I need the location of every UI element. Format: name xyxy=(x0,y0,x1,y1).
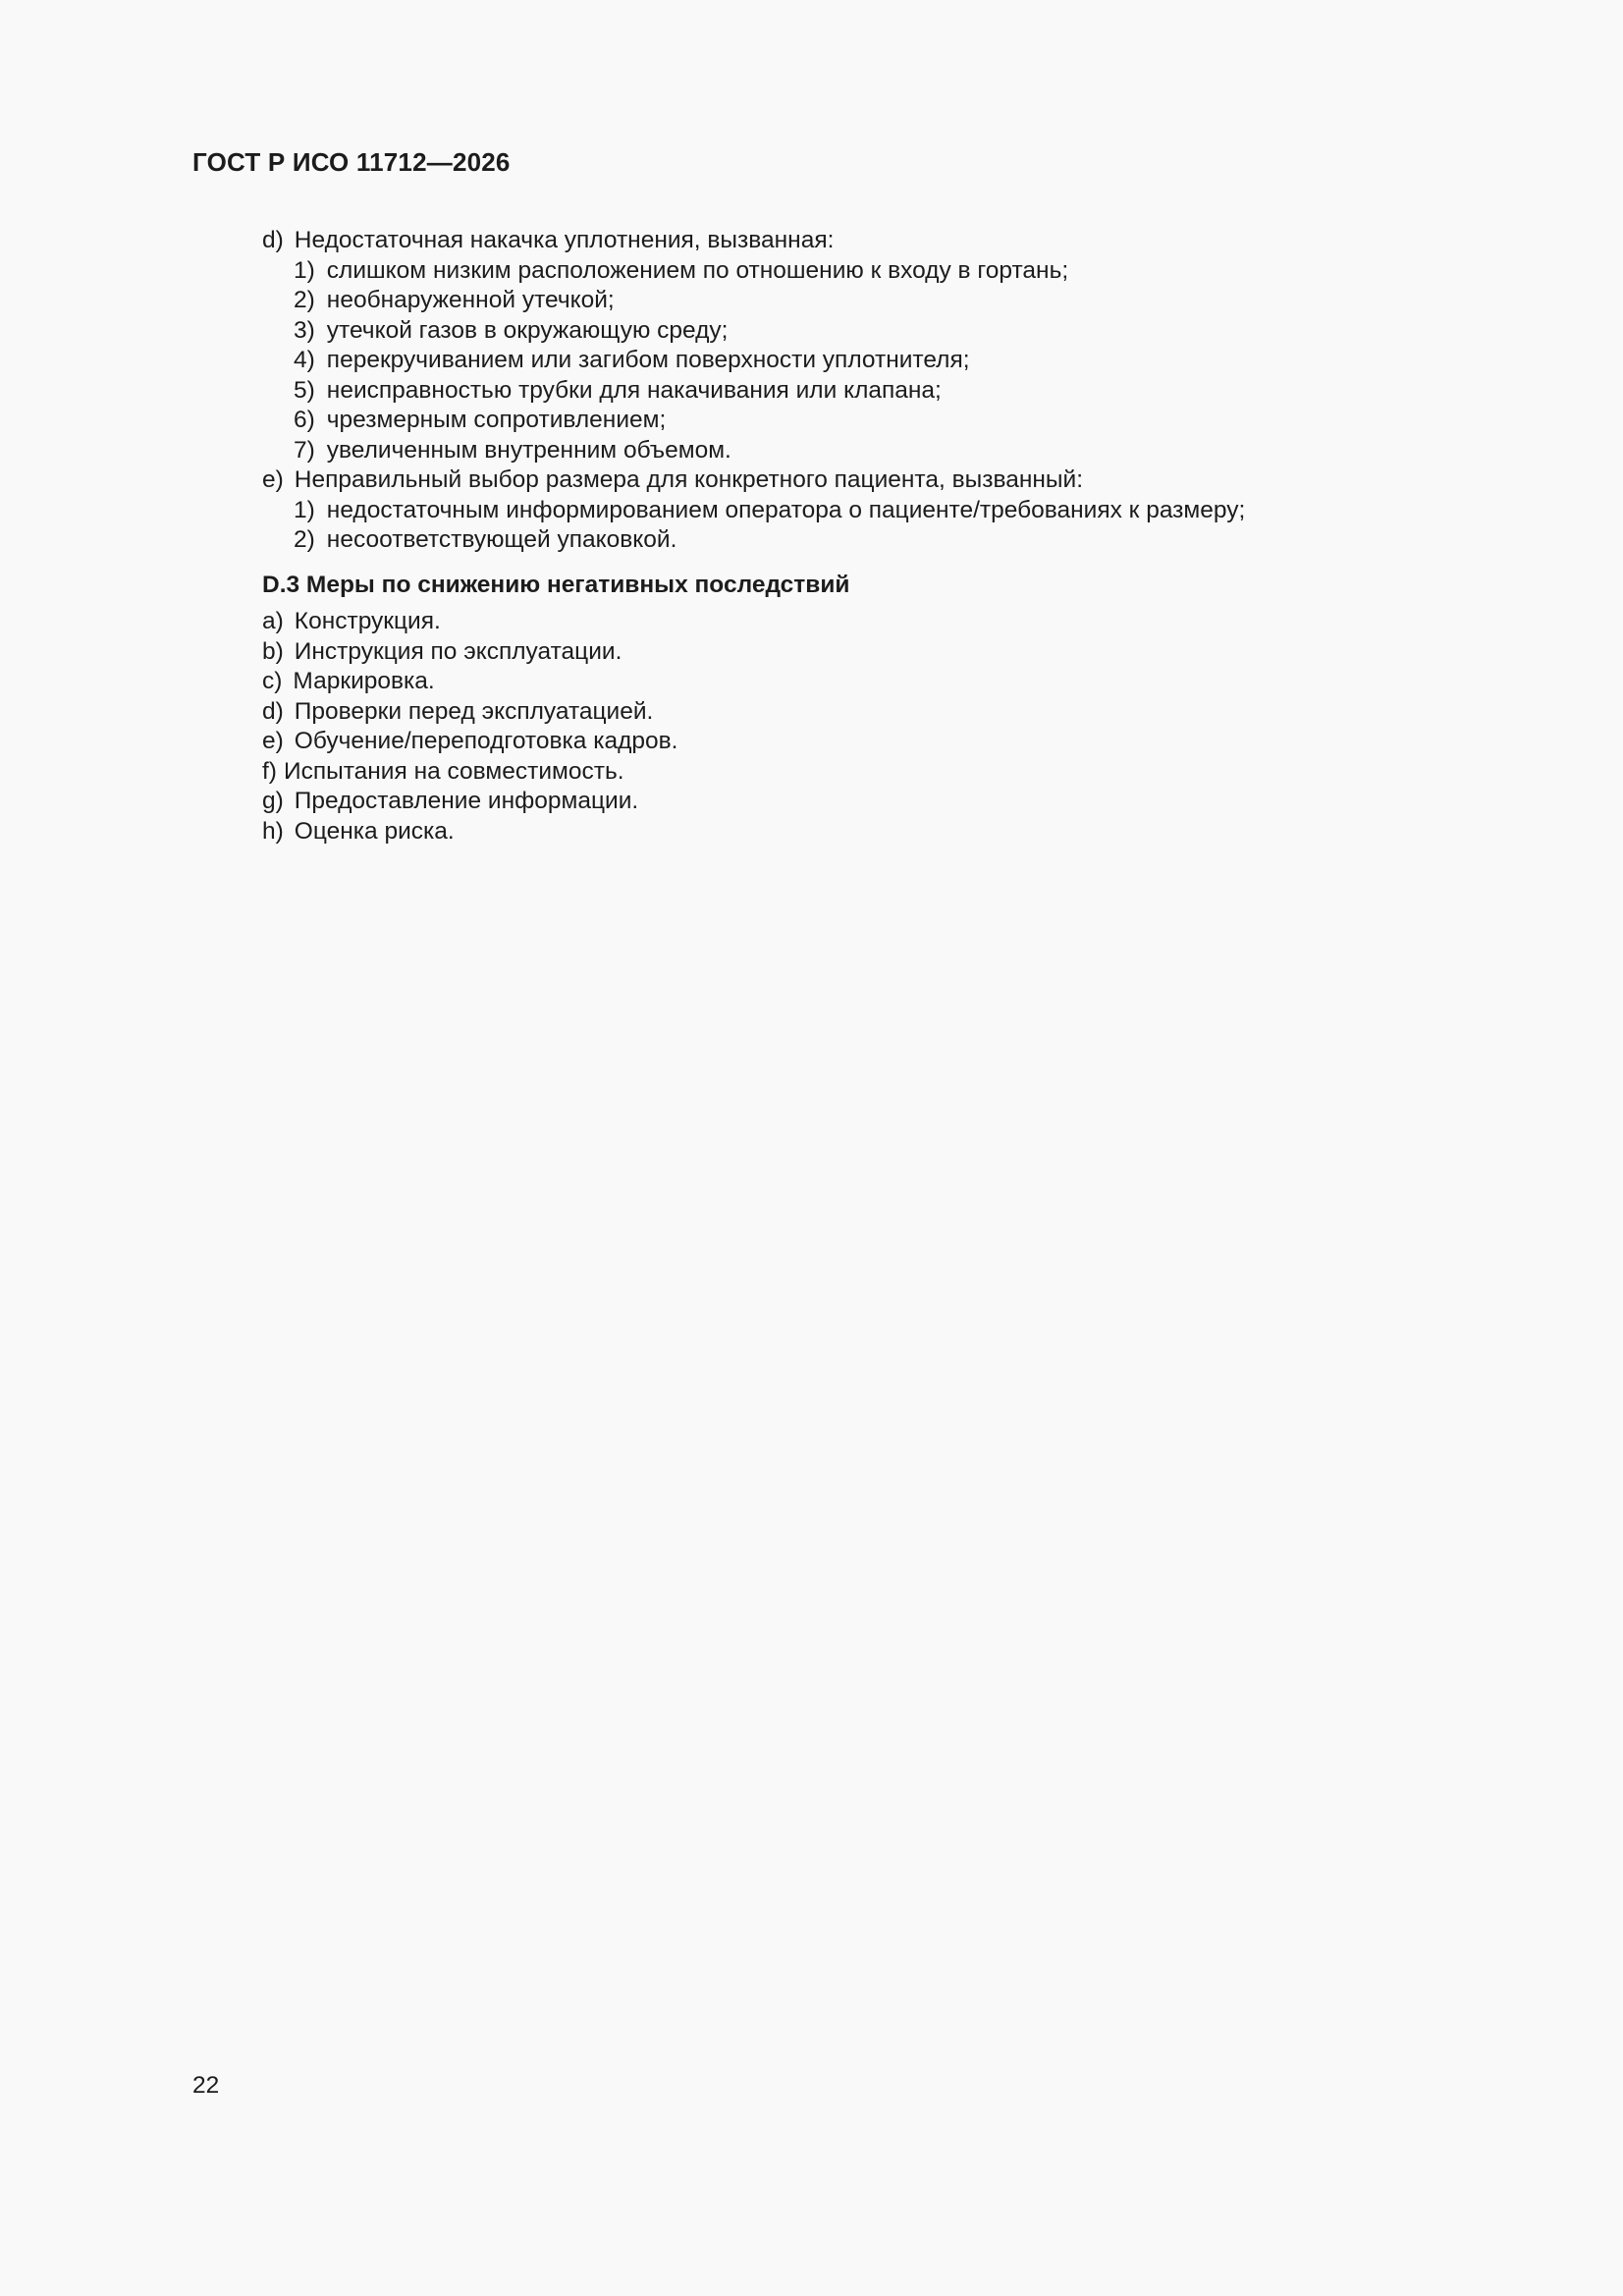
sub-list-item-text: необнаруженной утечкой; xyxy=(326,287,615,313)
sub-list-item-text: слишком низким расположением по отношению к входу в гортань; xyxy=(326,256,1069,284)
list-item-text: Инструкция по эксплуатации. xyxy=(294,637,622,665)
list-marker: d) xyxy=(262,697,284,725)
sub-list-item-text: увеличенным внутренним объемом. xyxy=(326,436,731,464)
list-item xyxy=(262,607,1489,637)
sub-list-item xyxy=(262,256,1489,287)
document-body xyxy=(262,226,1489,847)
sub-list-marker: 1) xyxy=(294,496,315,523)
sub-list-item xyxy=(262,286,1489,316)
list-item-text: Неправильный выбор размера для конкретного пациента, вызванный: xyxy=(294,466,1083,493)
sub-list-marker: 3) xyxy=(294,316,315,344)
section-heading: D.3 Меры по снижению негативных последствий xyxy=(262,571,850,598)
list-item-text: Недостаточная накачка уплотнения, вызванная: xyxy=(294,227,835,253)
sub-list-item-text: чрезмерным сопротивлением; xyxy=(326,407,667,433)
sub-list-item-text: утечкой газов в окружающую среду; xyxy=(326,316,729,344)
list-item-text: Предоставление информации. xyxy=(294,788,639,814)
list-marker: a) xyxy=(262,608,284,634)
list-item xyxy=(262,817,1489,847)
page-number: 22 xyxy=(192,2072,220,2099)
list-marker: g) xyxy=(262,788,284,814)
sub-list-marker: 2) xyxy=(294,287,315,313)
list-marker: d) xyxy=(262,227,284,253)
sub-list-item xyxy=(262,496,1489,526)
list-item-text: Маркировка. xyxy=(293,668,435,694)
list-item xyxy=(262,787,1489,817)
list-marker: f) xyxy=(262,757,277,785)
sub-list-marker: 7) xyxy=(294,436,315,464)
sub-list-marker: 2) xyxy=(294,526,315,553)
sub-list-item-text: неисправностью трубки для накачивания или клапана; xyxy=(326,376,942,404)
list-marker: e) xyxy=(262,466,284,493)
list-item-text: Обучение/переподготовка кадров. xyxy=(294,728,678,754)
sub-list-item-text: недостаточным информированием оператора о пациенте/требованиях к размеру; xyxy=(326,496,1246,523)
list-marker: h) xyxy=(262,817,284,845)
list-marker: c) xyxy=(262,668,283,694)
sub-list-marker: 6) xyxy=(294,407,315,433)
sub-list-marker: 5) xyxy=(294,376,315,404)
list-item-text: Проверки перед эксплуатацией. xyxy=(294,697,654,725)
list-item-text: Испытания на совместимость. xyxy=(283,757,624,785)
list-item xyxy=(262,637,1489,668)
list-item xyxy=(262,667,1489,697)
sub-list-item xyxy=(262,346,1489,376)
list-item-text: Оценка риска. xyxy=(294,817,455,845)
sub-list-item-text: перекручиванием или загибом поверхности уплотнителя; xyxy=(326,347,970,373)
sub-list-item-text: несоответствующей упаковкой. xyxy=(326,526,677,553)
sub-list-item xyxy=(262,376,1489,407)
sub-list-item xyxy=(262,436,1489,466)
sub-list-item xyxy=(262,316,1489,347)
list-item xyxy=(262,226,1489,256)
list-item xyxy=(262,697,1489,728)
list-marker: e) xyxy=(262,728,284,754)
list-item-text: Конструкция. xyxy=(294,608,441,634)
list-item xyxy=(262,727,1489,757)
list-marker: b) xyxy=(262,637,284,665)
sub-list-marker: 1) xyxy=(294,256,315,284)
list-item xyxy=(262,757,1489,788)
sub-list-item xyxy=(262,525,1489,556)
sub-list-marker: 4) xyxy=(294,347,315,373)
document-header: ГОСТ Р ИСО 11712—2026 xyxy=(192,147,511,177)
list-item xyxy=(262,465,1489,496)
sub-list-item xyxy=(262,406,1489,436)
